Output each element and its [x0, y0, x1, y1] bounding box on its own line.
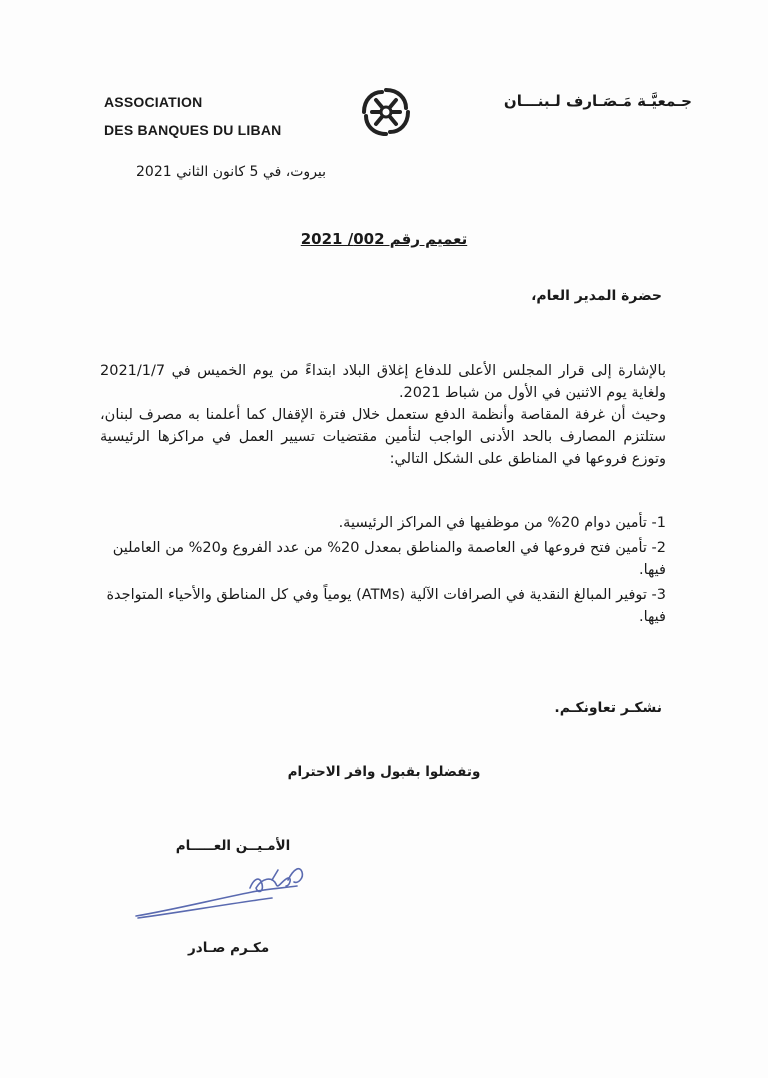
body-paragraph-1: بالإشارة إلى قرار المجلس الأعلى للدفاع إغلاق البلاد ابتداءً من يوم الخميس في 2021/1/7 ولغاية يوم الاثنين في الأول من شباط 2021. — [100, 363, 666, 401]
org-name-en-line1: ASSOCIATION — [104, 94, 203, 110]
circular-title: تعميم رقم 002/ 2021 — [300, 230, 468, 248]
thanks-line: نشكـر تعاونكـم. — [554, 700, 662, 716]
signer-name: مكـرم صـادر — [188, 940, 270, 956]
date-line: بيروت، في 5 كانون الثاني 2021 — [136, 164, 327, 180]
org-name-ar: جـمعيَّـة مَـصَـارف لـبنـــان — [503, 92, 692, 110]
regards-line: وتفضلوا بقبول وافر الاحترام — [287, 764, 481, 780]
body-paragraph-2: وحيث أن غرفة المقاصة وأنظمة الدفع ستعمل خلال فترة الإقفال كما أعلمنا به مصرف لبنان، ستلتزم المصارف بالحد الأدنى الواجب لتأمين مقتضيات تسيير العمل في مراكزها الرئيسية وتوزع فروعها في المناطق على الشكل التالي: — [100, 407, 666, 467]
signer-title: الأمـيــن العـــــام — [175, 838, 291, 854]
measures-list — [100, 512, 666, 631]
list-item: 3- توفير المبالغ النقدية في الصرافات الآلية (ATMs) يومياً وفي كل المناطق والأحياء المتواجدة فيها. — [106, 587, 666, 625]
org-name-en-line2: DES BANQUES DU LIBAN — [104, 122, 282, 138]
salutation: حضرة المدير العام، — [531, 288, 662, 304]
body-text — [100, 360, 666, 470]
handwritten-signature-icon — [132, 858, 322, 926]
abl-knot-logo-icon — [358, 84, 414, 140]
list-item: 1- تأمين دوام 20% من موظفيها في المراكز الرئيسية. — [338, 515, 666, 531]
list-item: 2- تأمين فتح فروعها في العاصمة والمناطق بمعدل 20% من عدد الفروع و20% من العاملين فيها. — [112, 540, 666, 578]
